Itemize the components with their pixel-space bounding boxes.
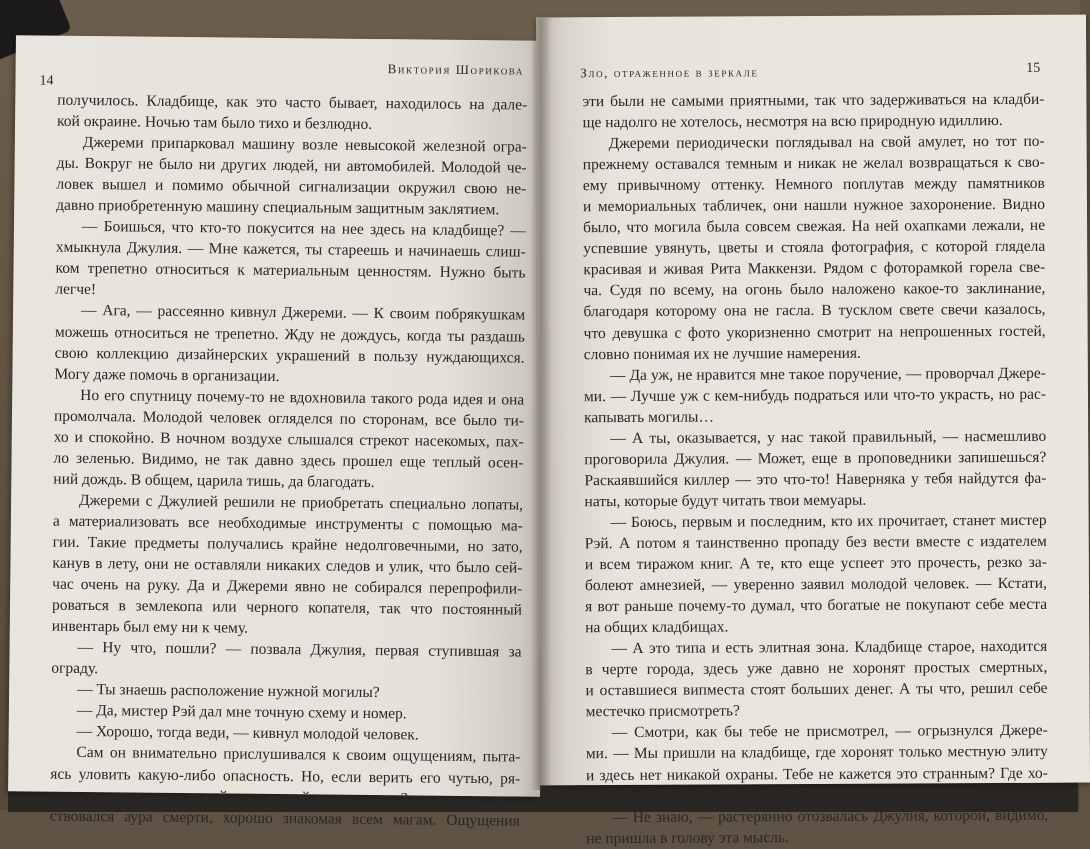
text-line: ком трепетно относиться к материальным ценностям. Нужно быть <box>55 260 526 282</box>
text-line: капывать могилы… <box>584 408 714 426</box>
text-line: час очень на руку. Да и Джереми явно не собирался перепрофили- <box>52 575 523 598</box>
text-line: тя бы какой-то захудалый сторож? <box>586 786 813 805</box>
text-line: — Смотри, как бы тебе не присмотрел, — огрызнулся Джере- <box>611 722 1048 742</box>
text-line: хмыкнула Джулия. — Мне кажется, ты стареешь и начинаешь слиш- <box>55 238 526 261</box>
text-line: благодаря которому она не гасла. В тусклом свете свечи казалось, <box>583 301 1046 321</box>
text-line: — А это типа и есть элитная зона. Кладбище старое, находится <box>611 637 1048 658</box>
page-number-left: 14 <box>39 73 54 89</box>
text-line: дом не ощущалось чужой магической энергетики. Зато хорошо чув- <box>49 786 521 809</box>
text-line: — А ты, оказывается, у нас такой правильный, — насмешливо <box>610 427 1047 447</box>
text-line: Джереми с Джулией решили не приобретать специально лопаты, <box>79 491 524 514</box>
text-line: и оставшиеся випместа стоят больших денег. А ты что, решил себе <box>585 680 1048 700</box>
text-line: было, что могила была совсем свежая. На ней охапками лежали, не <box>583 217 1046 237</box>
right-page <box>536 15 1090 847</box>
text-line: ний дождь. В общем, царила тишь, да благодать. <box>53 470 375 491</box>
text-line: хо и спокойно. В ночном воздухе слышался стрекот насекомых, пах- <box>53 428 524 451</box>
text-line: инвентарь был ему ни к чему. <box>51 617 249 637</box>
text-line: Сам он внимательно прислушивался к своим ощущениям, пыта- <box>76 744 521 767</box>
text-line: ми. — Мы пришли на кладбище, где хоронят только местную элиту <box>585 743 1048 763</box>
text-line: ясь уловить какую-либо опасность. Но, если верить его чутью, ря- <box>50 765 521 788</box>
text-line: ми. — Лучше уж с кем-нибудь подраться или что-то украсть, но рас- <box>583 385 1047 405</box>
text-line: успевшие увянуть, цветы и стояла фотография, с которой глядела <box>583 238 1046 258</box>
text-line: и здесь нет никакой охраны. Тебе не кажется это странным? Где хо- <box>585 764 1048 784</box>
text-line: — Не знаю, — растерянно отозвалась Джулия, которой, видимо, <box>612 806 1049 826</box>
text-line: — Да, мистер Рэй дал мне точную схему и номер. <box>76 702 407 723</box>
text-line: канув в лету, они не оставляли никаких следов и улик, что было сей- <box>52 554 523 577</box>
text-line: ловек вышел и помимо обычной сигнализации окружил свою не- <box>56 175 527 198</box>
text-line: не пришла в голову эта мысль. <box>586 828 789 847</box>
text-line: — Боюсь, первым и последним, кто их прочитает, станет мистер <box>610 511 1047 531</box>
text-line: — Ну что, пошли? — позвала Джулия, первая ступившая за <box>77 639 522 661</box>
text-line: — Ага, — рассеянно кивнул Джереми. — К своим побрякушкам <box>81 302 526 325</box>
text-line: — Боишься, что кто-то покусится на нее здесь на кладбище? — <box>81 218 527 240</box>
text-line: Но его спутницу почему-то не вдохновила такого рода идея и она <box>80 386 525 409</box>
text-line: — Ты знаешь расположение нужной могилы? <box>77 681 380 702</box>
running-head-right: Зло, отраженное в зеркале <box>580 64 759 81</box>
text-line: болеют амнезией, — уверенно заявил молодой человек. — Кстати, <box>584 574 1048 595</box>
text-line: гии. Такие предметы получались крайне недолговечными, но зато, <box>52 533 523 556</box>
text-line: проговорила Джулия. — Может, еще в проповедники запишешься? <box>584 448 1047 468</box>
text-line: Джереми периодически поглядывал на свой амулет, но тот по- <box>608 132 1045 153</box>
text-line: — Да уж, не нравится мне такое поручение, — проворчал Джере- <box>609 364 1046 384</box>
text-line: свою коллекцию дизайнерских украшений в пользу нуждающихся. <box>54 344 525 367</box>
text-line: можешь относиться не трепетно. Жду не дождусь, когда ты раздашь <box>54 323 525 346</box>
text-line: что девушка с фото укоризненно смотрит на непрошенных гостей, <box>583 322 1046 342</box>
left-page <box>8 35 548 830</box>
text-line: ча. Судя по всему, на огонь было наложено какое-то заклинание, <box>583 280 1046 300</box>
text-line: ствовался аура смерти, хорошо знакомая всем магам. Ощущения <box>49 807 520 830</box>
text-line: я вот раньше почему-то думал, что богатые не покупают себе места <box>585 595 1048 616</box>
text-line: ще надолго не хотелось, несмотря на всю природную идиллию. <box>582 112 1003 132</box>
text-line: давно приобретенную машину специальным защитным заклятием. <box>56 196 500 219</box>
text-line: Рэй. А потом я таинственно пропаду без вести вместе с издателем <box>584 532 1047 553</box>
page-number-right: 15 <box>1026 60 1041 76</box>
text-line: Раскаявшийся киллер — это что-то! Наверняка у тебя найдутся фа- <box>584 469 1047 490</box>
text-line: и мемориальных табличек, они нашли нужное захоронение. Видно <box>582 196 1046 216</box>
text-line: ему привычному оттенку. Немного поплутав между памятников <box>582 174 1045 195</box>
text-line: кой окраине. Ночью там было тихо и безлюдно. <box>56 112 373 134</box>
left-page-text <box>50 90 528 832</box>
text-line: Джереми припарковал машину возле невысокой железной огра- <box>82 134 527 156</box>
text-line: — Хорошо, тогда веди, — кивнул молодой человек. <box>76 723 419 744</box>
text-line: и всем тиражом книг. А те, кто еще успеет это прочесть, резко за- <box>584 553 1047 574</box>
text-line: легче! <box>55 281 97 299</box>
text-line: промолчала. Молодой человек огляделся по сторонам, все было ти- <box>53 407 525 430</box>
text-line: красивая и живая Рита Маккензи. Рядом с фоторамкой горела све- <box>583 259 1046 279</box>
text-line: наты, которые будут читать твои мемуары. <box>584 491 867 511</box>
text-line: ды. Вокруг не было ни других людей, ни автомобилей. Молодой че- <box>56 154 527 177</box>
text-line: в черте города, здесь уже давно не хоронят простых смертных, <box>585 659 1048 679</box>
text-line: словно понимая их не лучшие намерения. <box>583 344 861 363</box>
text-line: ло зеленью. Видимо, не так давно здесь прошел еще теплый осен- <box>53 449 524 472</box>
text-line: роваться в землекопа или черного копателя, так что постоянный <box>51 596 523 619</box>
text-line: местечко присмотреть? <box>585 702 740 721</box>
right-page-text <box>582 89 1048 849</box>
text-line: эти были не самыми приятными, так что задерживаться на кладби- <box>582 90 1045 111</box>
text-line: получилось. Кладбище, как это часто бывает, находилось на дале- <box>57 91 528 114</box>
text-line: Могу даже помочь в организации. <box>54 365 280 385</box>
text-line: ограду. <box>51 659 99 678</box>
text-line: прежнему оставался темным и никак не желал возвращаться к сво- <box>582 153 1045 174</box>
running-head-left: Виктория Шорикова <box>387 61 525 78</box>
text-line: а материализовать все необходимые инструменты с помощью ма- <box>52 512 523 535</box>
text-line: на общих кладбищах. <box>585 618 729 637</box>
